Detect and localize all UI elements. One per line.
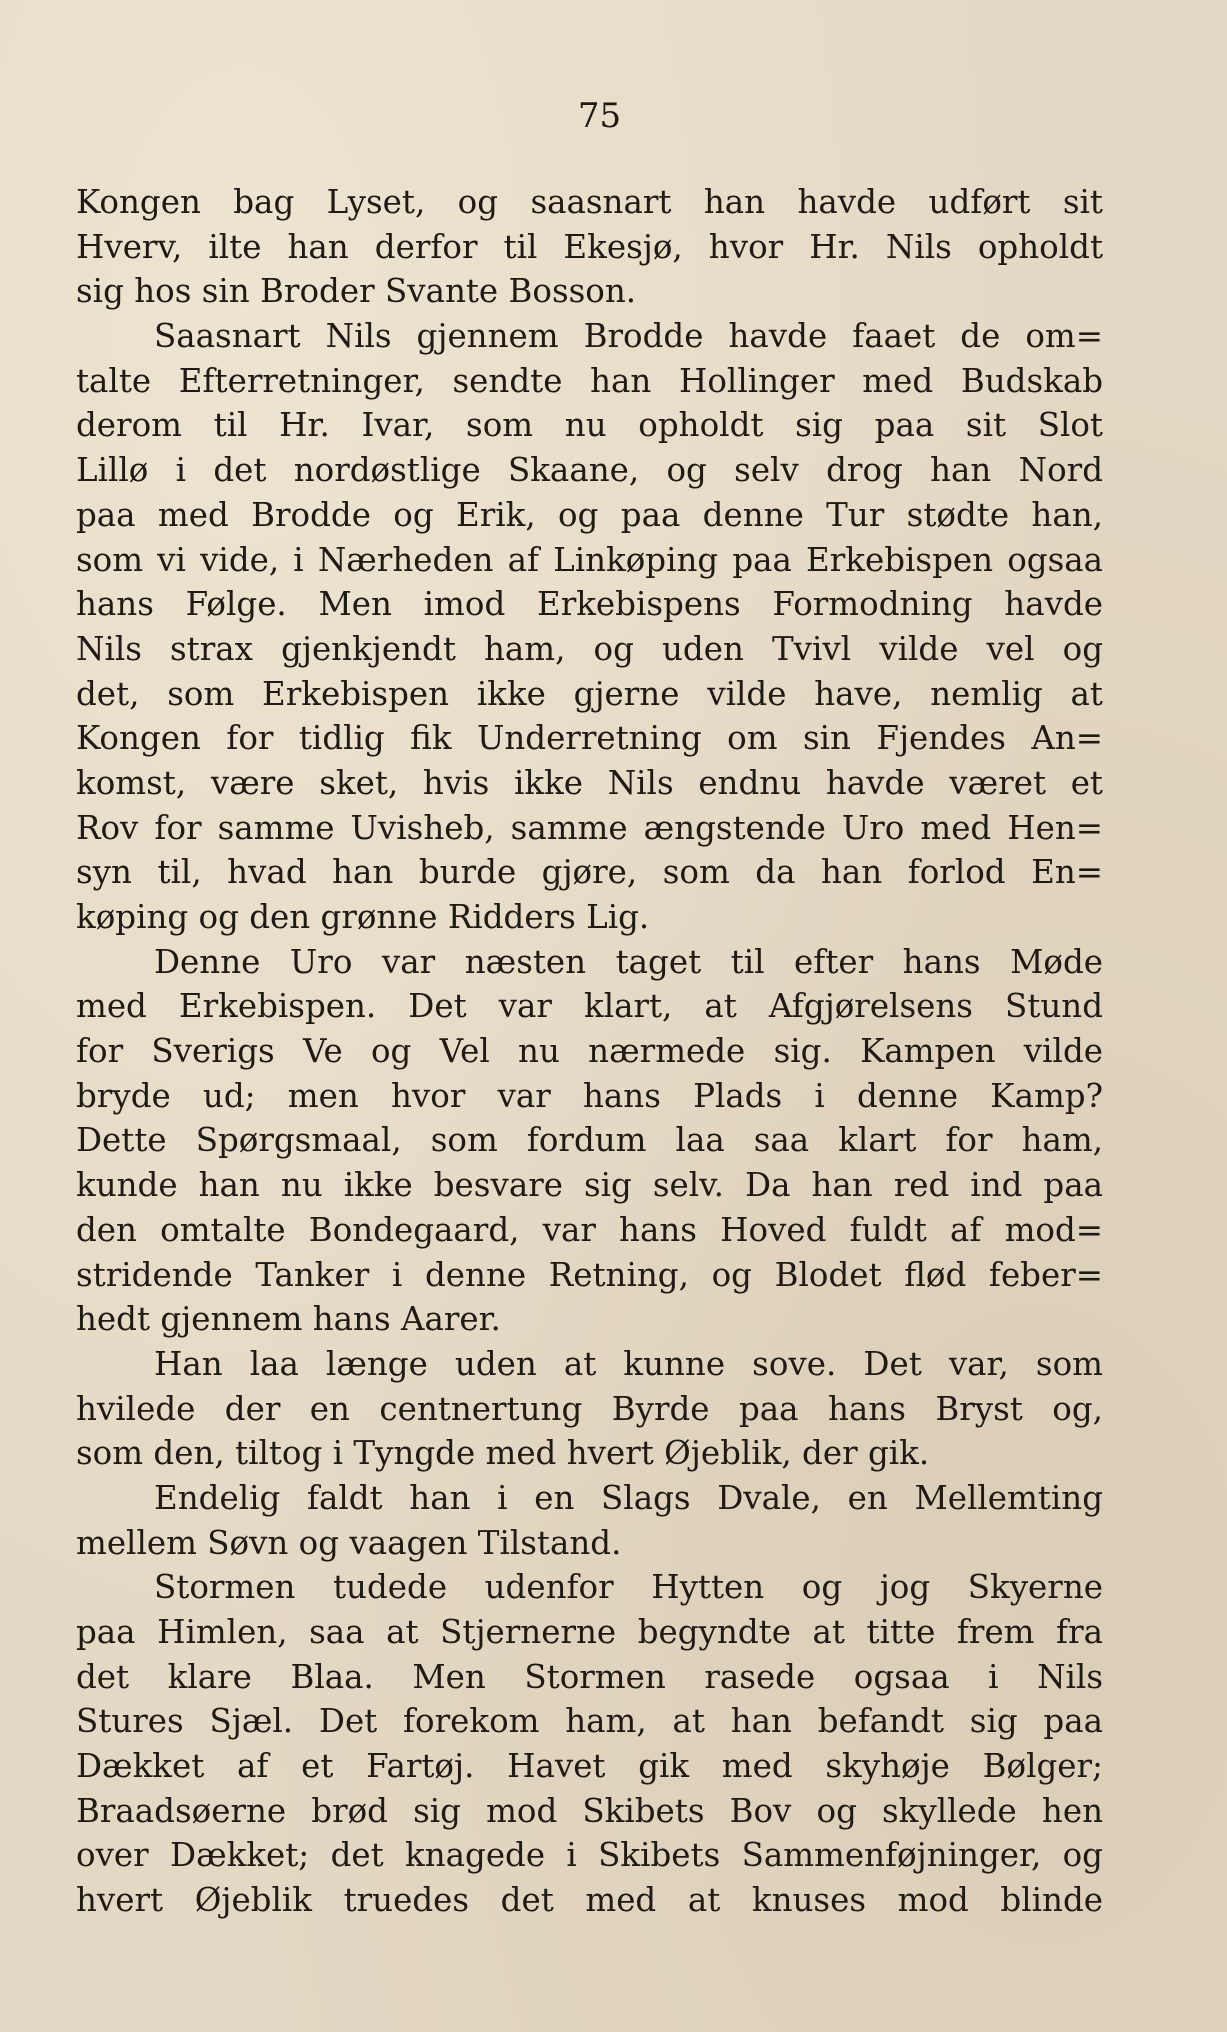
text-line: for Sverigs Ve og Vel nu nærmede sig. Kampen vilde: [76, 1032, 1103, 1071]
text-line: Denne Uro var næsten taget til efter hans Møde: [154, 942, 1103, 981]
text-line: paa Himlen, saa at Stjernerne begyndte at titte frem fra: [76, 1613, 1103, 1651]
text-line: Saasnart Nils gjennem Brodde havde faaet de om=: [154, 317, 1103, 356]
text-line: Endelig faldt han i en Slags Dvale, en Mellemting: [154, 1478, 1103, 1517]
text-line: det klare Blaa. Men Stormen rasede ogsaa i Nils: [76, 1657, 1103, 1696]
text-line: hvilede der en centnertung Byrde paa hans Bryst og,: [76, 1389, 1103, 1428]
text-line: Hverv, ilte han derfor til Ekesjø, hvor Hr. Nils opholdt: [76, 227, 1103, 266]
text-line: hedt gjennem hans Aarer.: [76, 1300, 501, 1339]
text-line: Nils strax gjenkjendt ham, og uden Tvivl vilde vel og: [76, 629, 1103, 668]
text-line: stridende Tanker i denne Retning, og Blodet flød feber=: [76, 1255, 1103, 1294]
text-line: som den, tiltog i Tyngde med hvert Øjeblik, der gik.: [76, 1434, 930, 1473]
text-line: derom til Hr. Ivar, som nu opholdt sig paa sit Slot: [76, 406, 1103, 445]
text-line: som vi vide, i Nærheden af Linkøping paa Erkebispen ogsaa: [76, 540, 1103, 579]
text-line: Rov for samme Uvisheb, samme ængstende Uro med Hen=: [76, 808, 1103, 847]
text-line: Kongen bag Lyset, og saasnart han havde udført sit: [76, 183, 1103, 221]
text-line: hans Følge. Men imod Erkebispens Formodning havde: [76, 585, 1103, 624]
text-line: over Dækket; det knagede i Skibets Sammenføjninger, og: [76, 1836, 1103, 1875]
text-line: Han laa længe uden at kunne sove. Det var, som: [154, 1344, 1103, 1383]
text-line: med Erkebispen. Det var klart, at Afgjørelsens Stund: [76, 987, 1103, 1026]
text-line: sig hos sin Broder Svante Bosson.: [76, 272, 637, 311]
text-line: hvert Øjeblik truedes det med at knuses mod blinde: [76, 1881, 1103, 1920]
text-line: Dækket af et Fartøj. Havet gik med skyhøje Bølger;: [76, 1747, 1103, 1786]
text-line: Lillø i det nordøstlige Skaane, og selv drog han Nord: [76, 451, 1103, 490]
page-number: 75: [577, 96, 622, 136]
text-line: kunde han nu ikke besvare sig selv. Da han red ind paa: [76, 1166, 1103, 1205]
body-text: [76, 180, 1103, 1923]
text-line: Kongen for tidlig fik Underretning om sin Fjendes An=: [76, 719, 1103, 758]
text-line: den omtalte Bondegaard, var hans Hoved fuldt af mod=: [76, 1210, 1103, 1249]
text-line: Braadsøerne brød sig mod Skibets Bov og skyllede hen: [76, 1791, 1103, 1830]
text-line: køping og den grønne Ridders Lig.: [76, 898, 650, 936]
text-line: Dette Spørgsmaal, som fordum laa saa klart for ham,: [76, 1121, 1103, 1160]
text-line: paa med Brodde og Erik, og paa denne Tur stødte han,: [76, 495, 1103, 534]
text-line: komst, være sket, hvis ikke Nils endnu havde været et: [76, 763, 1103, 802]
text-line: syn til, hvad han burde gjøre, som da han forlod En=: [76, 853, 1103, 892]
text-line: det, som Erkebispen ikke gjerne vilde have, nemlig at: [76, 674, 1103, 713]
text-line: bryde ud; men hvor var hans Plads i denne Kamp?: [76, 1076, 1103, 1115]
text-line: talte Efterretninger, sendte han Hollinger med Budskab: [76, 361, 1103, 400]
text-line: Stures Sjæl. Det forekom ham, at han befandt sig paa: [76, 1702, 1103, 1741]
text-line: Stormen tudede udenfor Hytten og jog Skyerne: [154, 1568, 1103, 1607]
text-line: mellem Søvn og vaagen Tilstand.: [76, 1523, 622, 1562]
